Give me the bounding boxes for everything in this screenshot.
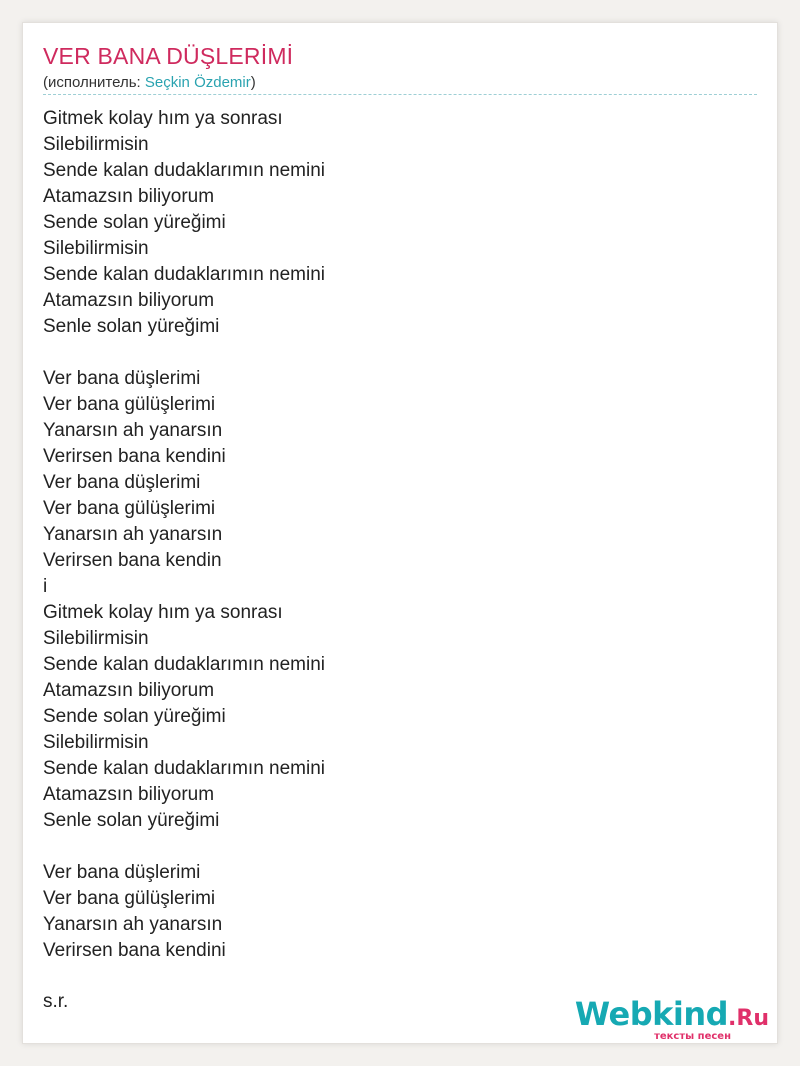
lyric-line: Verirsen bana kendini bbox=[43, 940, 226, 961]
logo-brand-tld: .Ru bbox=[728, 1006, 769, 1031]
artist-prefix: (исполнитель: bbox=[43, 74, 145, 91]
song-title: VER BANA DÜŞLERİMİ bbox=[43, 43, 294, 69]
lyric-line: i bbox=[43, 576, 48, 597]
lyric-line: Sende solan yüreğimi bbox=[43, 212, 226, 233]
artist-line bbox=[43, 74, 256, 91]
lyric-line: Sende kalan dudaklarımın nemini bbox=[43, 160, 326, 181]
lyric-line: Gitmek kolay hım ya sonrası bbox=[43, 602, 283, 623]
lyric-line: Senle solan yüreğimi bbox=[43, 316, 220, 337]
logo-brand bbox=[575, 995, 769, 1033]
lyric-line: Yanarsın ah yanarsın bbox=[43, 524, 223, 545]
lyric-line: Ver bana gülüşlerimi bbox=[43, 394, 216, 415]
signature: s.r. bbox=[43, 991, 69, 1012]
lyric-line: Silebilirmisin bbox=[43, 134, 149, 155]
lyric-line: Silebilirmisin bbox=[43, 628, 149, 649]
logo-tagline: тексты песен bbox=[654, 1031, 731, 1042]
divider bbox=[43, 94, 757, 95]
lyric-line: Yanarsın ah yanarsın bbox=[43, 914, 223, 935]
lyric-line: Ver bana düşlerimi bbox=[43, 472, 201, 493]
lyric-blank-line bbox=[43, 834, 325, 860]
lyric-line: Ver bana gülüşlerimi bbox=[43, 888, 216, 909]
lyric-line: Ver bana gülüşlerimi bbox=[43, 498, 216, 519]
lyric-line: Gitmek kolay hım ya sonrası bbox=[43, 108, 283, 129]
lyric-line: Atamazsın biliyorum bbox=[43, 784, 215, 805]
lyric-line: Verirsen bana kendin bbox=[43, 550, 222, 571]
lyric-line: Sende kalan dudaklarımın nemini bbox=[43, 264, 326, 285]
lyric-line: Sende solan yüreğimi bbox=[43, 706, 226, 727]
lyric-line: Atamazsın biliyorum bbox=[43, 186, 215, 207]
lyric-line: Ver bana düşlerimi bbox=[43, 862, 201, 883]
lyric-blank-line bbox=[43, 340, 325, 366]
lyric-line: Ver bana düşlerimi bbox=[43, 368, 201, 389]
lyric-line: Atamazsın biliyorum bbox=[43, 680, 215, 701]
logo-brand-name: Webkind bbox=[574, 995, 729, 1033]
lyric-line: Silebilirmisin bbox=[43, 732, 149, 753]
lyric-line: Silebilirmisin bbox=[43, 238, 149, 259]
site-logo[interactable] bbox=[569, 995, 769, 1041]
lyric-line: Sende kalan dudaklarımın nemini bbox=[43, 654, 326, 675]
lyric-line: Sende kalan dudaklarımın nemini bbox=[43, 758, 326, 779]
lyric-line: Atamazsın biliyorum bbox=[43, 290, 215, 311]
lyrics-card bbox=[22, 22, 778, 1044]
lyric-line: Yanarsın ah yanarsın bbox=[43, 420, 223, 441]
artist-link[interactable]: Seçkin Özdemir bbox=[144, 74, 251, 91]
lyric-line: Senle solan yüreğimi bbox=[43, 810, 220, 831]
artist-suffix: ) bbox=[250, 74, 256, 91]
lyrics-text bbox=[43, 106, 325, 964]
lyric-line: Verirsen bana kendini bbox=[43, 446, 226, 467]
